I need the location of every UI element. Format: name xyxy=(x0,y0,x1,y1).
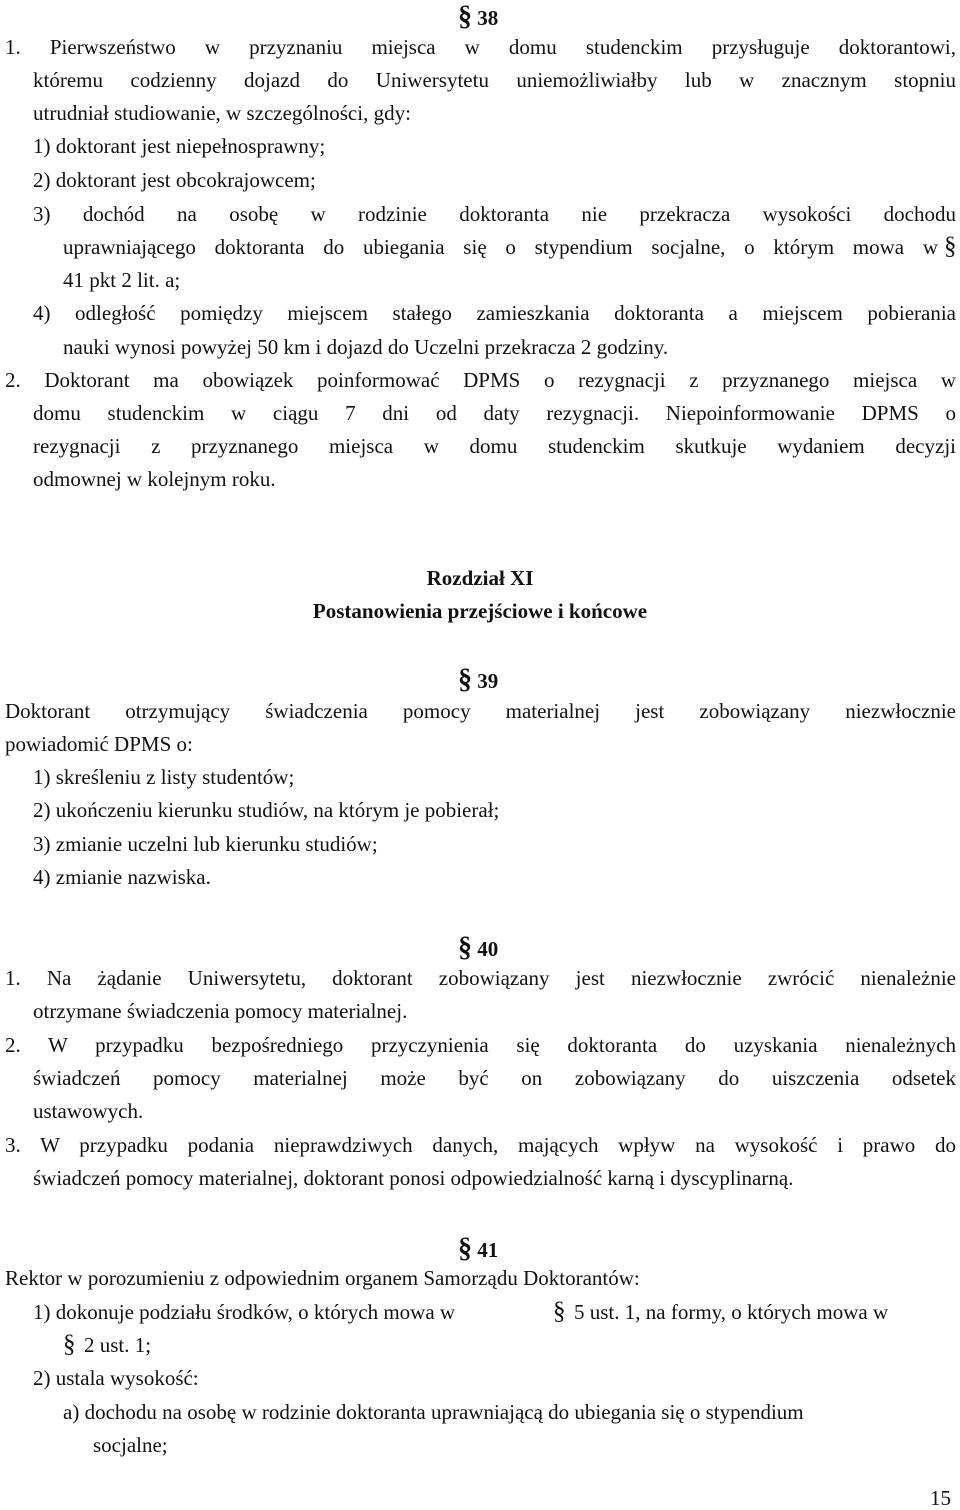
s41-item-1-line2: 2 ust. 1; xyxy=(84,1333,152,1357)
s40-p2-line3: ustawowych. xyxy=(33,1099,144,1123)
s38-p1-line3: utrudniał studiowanie, w szczególności, gdy: xyxy=(33,101,411,125)
s39-item: 2) ukończeniu kierunku studiów, na którym je pobierał; xyxy=(33,798,500,822)
s38-p1-line1: 1. Pierwszeństwo w przyznaniu miejsca w domu studenckim przysługuje doktorantowi, xyxy=(5,35,956,59)
section-sign-ref: § xyxy=(944,233,957,260)
s38-p2-line2: domu studenckim w ciągu 7 dni od daty rezygnacji. Niepoinformowanie DPMS o xyxy=(33,401,956,425)
s38-item-4-line1: 4) odległość pomiędzy miejscem stałego zamieszkania doktoranta a miejscem pobierania xyxy=(33,301,956,325)
s39-intro-line2: powiadomić DPMS o: xyxy=(5,732,193,756)
section-sign: § xyxy=(458,932,472,963)
s38-item-3-line1: 3) dochód na osobę w rodzinie doktoranta nie przekracza wysokości dochodu xyxy=(33,202,956,226)
s41-intro: Rektor w porozumieniu z odpowiednim organem Samorządu Doktorantów: xyxy=(5,1266,640,1290)
s38-item-3-line2: uprawniającego doktoranta do ubiegania się o stypendium socjalne, o którym mowa w xyxy=(63,235,938,259)
section-40-heading xyxy=(458,934,498,962)
s39-item: 1) skreśleniu z listy studentów; xyxy=(33,765,295,789)
section-number: 41 xyxy=(477,1238,499,1262)
section-sign-ref: § xyxy=(63,1331,76,1358)
section-number: 39 xyxy=(477,669,499,693)
s40-p2-line1: 2. W przypadku bezpośredniego przyczynienia się doktoranta do uzyskania nienależnych xyxy=(5,1033,956,1057)
section-sign: § xyxy=(458,1233,472,1264)
s40-p1-line1: 1. Na żądanie Uniwersytetu, doktorant zobowiązany jest niezwłocznie zwrócić nienależnie xyxy=(5,966,956,990)
s38-p1-line2: któremu codzienny dojazd do Uniwersytetu uniemożliwiałby lub w znacznym stopniu xyxy=(33,68,956,92)
s41-item-a-line2: socjalne; xyxy=(93,1433,168,1457)
section-number: 38 xyxy=(477,6,499,30)
s38-item-2: 2) doktorant jest obcokrajowcem; xyxy=(33,168,316,192)
page-number: 15 xyxy=(930,1486,951,1510)
section-number: 40 xyxy=(477,937,499,961)
s41-item-2: 2) ustala wysokość: xyxy=(33,1366,199,1390)
s38-item-1: 1) doktorant jest niepełnosprawny; xyxy=(33,134,326,158)
s40-p2-line2: świadczeń pomocy materialnej może być on zobowiązany do uiszczenia odsetek xyxy=(33,1066,956,1090)
s38-item-3-line3: 41 pkt 2 lit. a; xyxy=(63,268,181,292)
s41-item-1-line1a: 1) dokonuje podziału środków, o których mowa w xyxy=(33,1300,456,1324)
chapter-subtitle: Postanowienia przejściowe i końcowe xyxy=(312,599,648,623)
s38-p2-line1: 2. Doktorant ma obowiązek poinformować DPMS o rezygnacji z przyznanego miejsca w xyxy=(5,368,956,392)
section-41-heading xyxy=(458,1235,498,1263)
s40-p1-line2: otrzymane świadczenia pomocy materialnej. xyxy=(33,999,408,1023)
s39-intro-line1: Doktorant otrzymujący świadczenia pomocy materialnej jest zobowiązany niezwłocznie xyxy=(5,699,956,723)
s41-item-a-line1: a) dochodu na osobę w rodzinie doktoranta uprawniającą do ubiegania się o stypendium xyxy=(63,1400,804,1424)
s38-p2-line3: rezygnacji z przyznanego miejsca w domu studenckim skutkuje wydaniem decyzji xyxy=(33,434,956,458)
section-sign-ref: § xyxy=(553,1298,566,1325)
s41-item-1-line1b: 5 ust. 1, na formy, o których mowa w xyxy=(574,1300,889,1324)
section-39-heading xyxy=(458,666,498,694)
s40-p3-line2: świadczeń pomocy materialnej, doktorant ponosi odpowiedzialność karną i dyscyplinarną. xyxy=(33,1166,794,1190)
chapter-title: Rozdział XI xyxy=(426,566,534,590)
s39-item: 3) zmianie uczelni lub kierunku studiów; xyxy=(33,832,378,856)
s38-p2-line4: odmownej w kolejnym roku. xyxy=(33,467,276,491)
s38-item-4-line2: nauki wynosi powyżej 50 km i dojazd do Uczelni przekracza 2 godziny. xyxy=(63,335,669,359)
section-sign: § xyxy=(458,1,472,32)
section-38-heading xyxy=(458,3,498,31)
section-sign: § xyxy=(458,664,472,695)
s39-item: 4) zmianie nazwiska. xyxy=(33,865,211,889)
s40-p3-line1: 3. W przypadku podania nieprawdziwych danych, mających wpływ na wysokość i prawo do xyxy=(5,1133,956,1157)
